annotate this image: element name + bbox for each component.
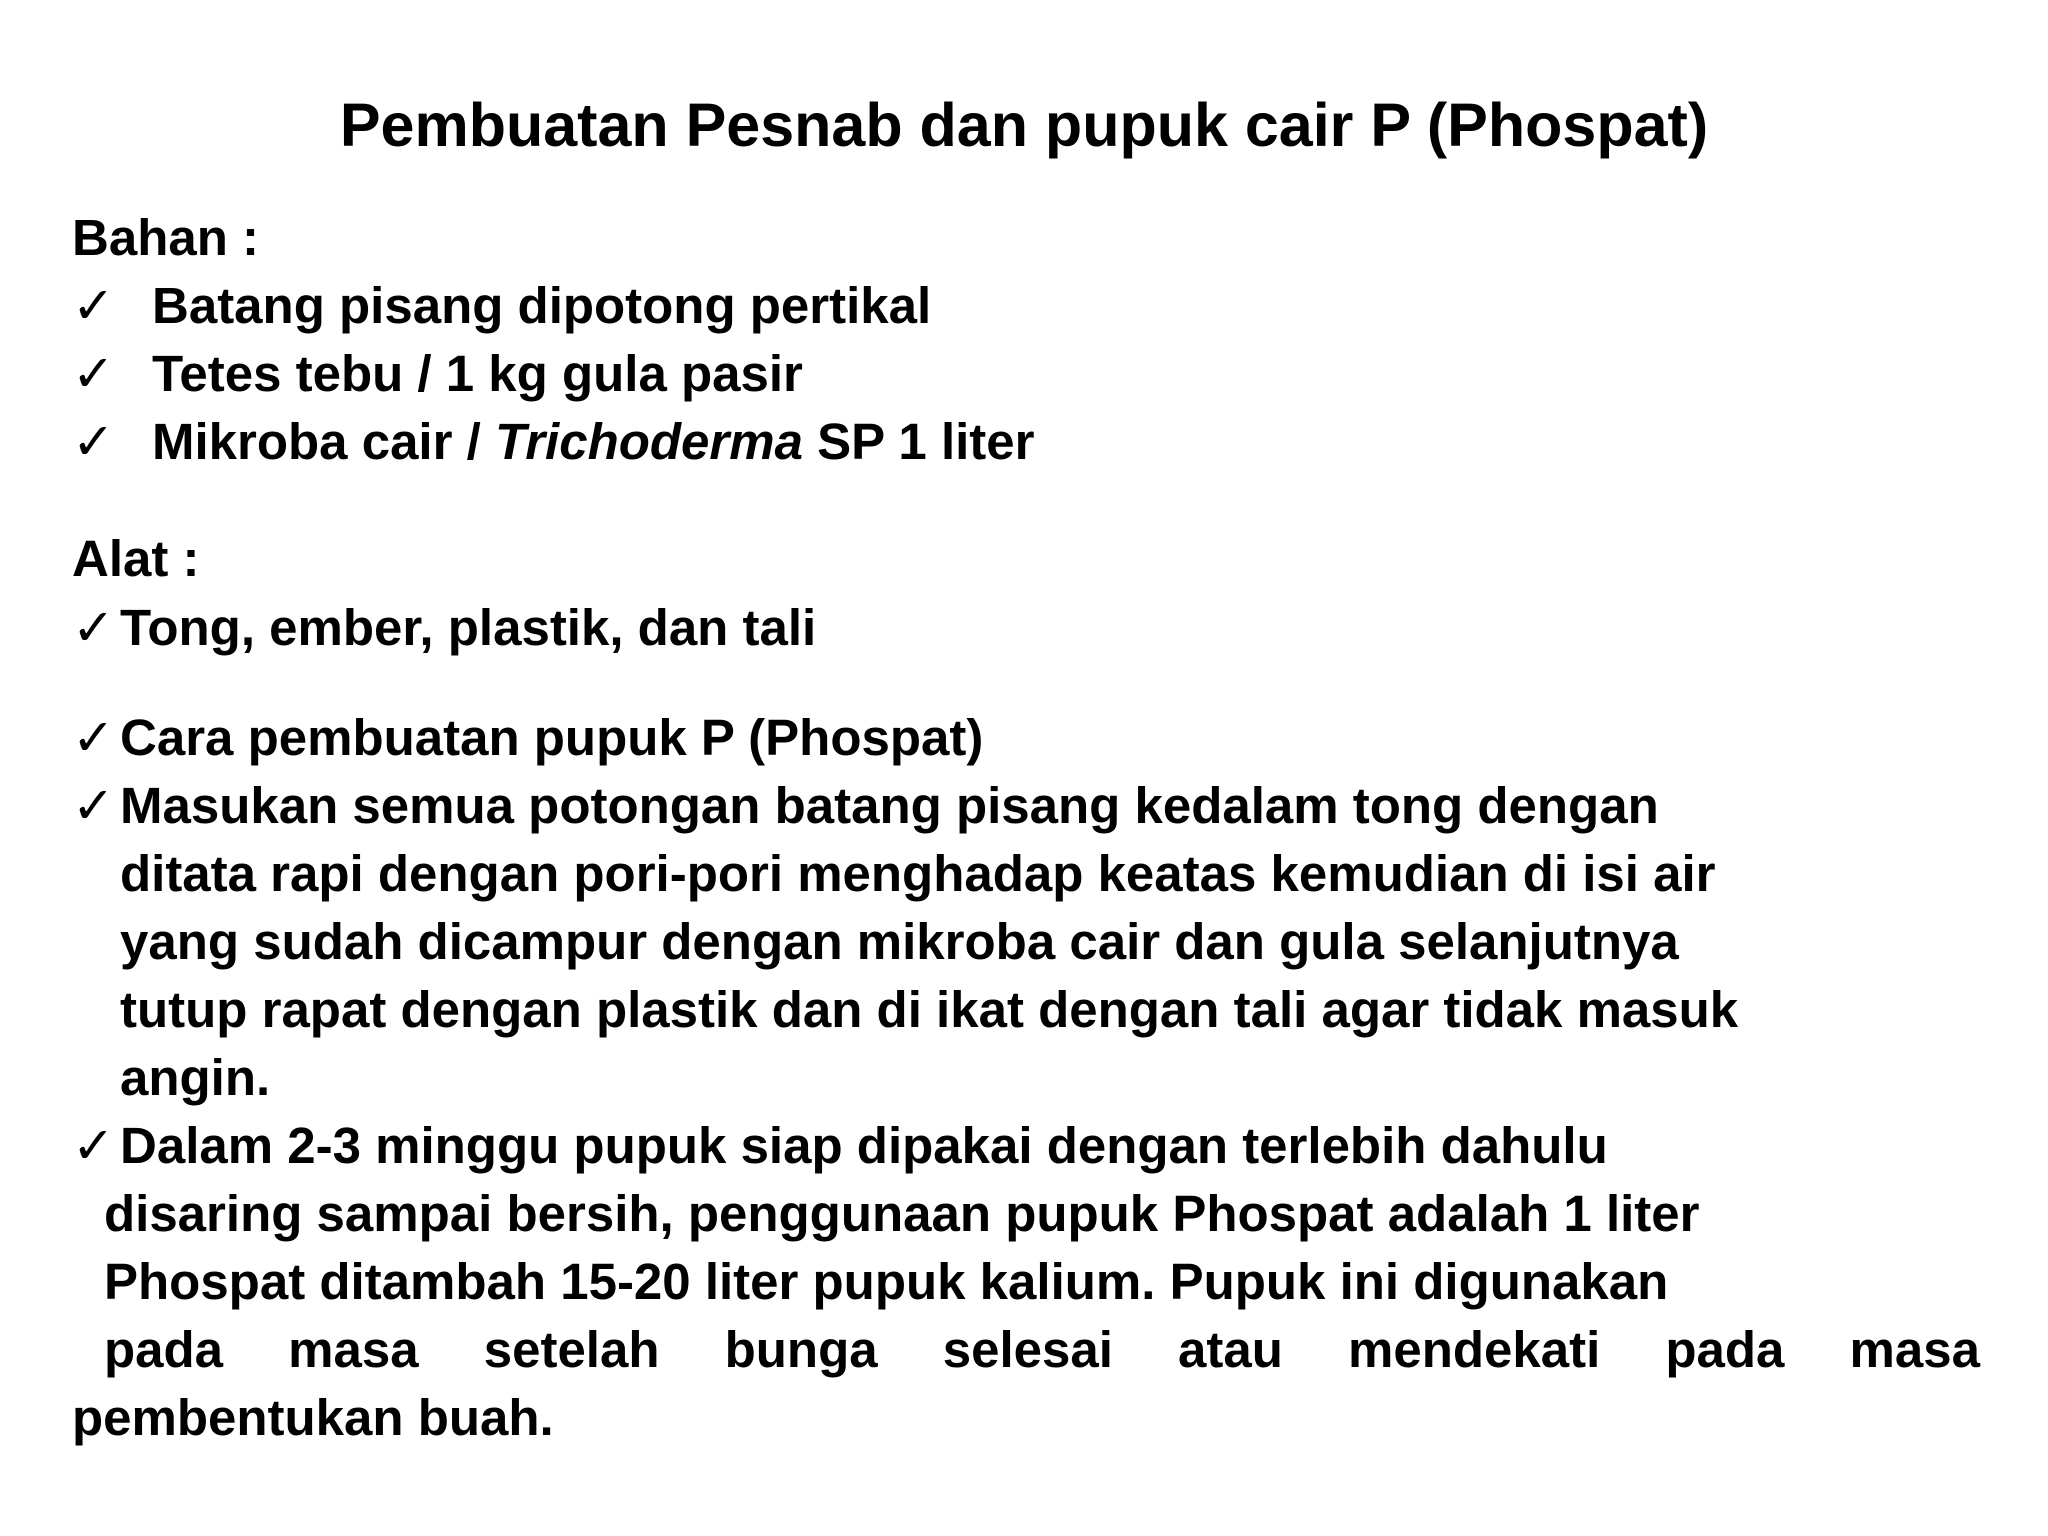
cara-step-2-line-4: pada masa setelah bunga selesai atau mendekati pada masa <box>104 1321 1980 1378</box>
cara-step-2-line-2: disaring sampai bersih, penggunaan pupuk Phospat adalah 1 liter <box>104 1185 1700 1242</box>
bahan-item-2-text: Tetes tebu / 1 kg gula pasir <box>152 345 803 402</box>
slide-title: Pembuatan Pesnab dan pupuk cair P (Phospat) <box>339 91 1709 159</box>
bahan-item-3-prefix: Mikroba cair / <box>152 413 495 470</box>
checkmark-icon: ✓ <box>72 1117 115 1174</box>
cara-step-1-line-2: ditata rapi dengan pori-pori menghadap keatas kemudian di isi air <box>120 845 1716 902</box>
bahan-item-1-text: Batang pisang dipotong pertikal <box>152 277 932 334</box>
bahan-item-2 <box>72 342 803 406</box>
checkmark-icon: ✓ <box>72 599 115 656</box>
alat-item-text: Tong, ember, plastik, dan tali <box>120 599 817 656</box>
alat-item <box>72 596 816 660</box>
bahan-item-1 <box>72 274 931 338</box>
bahan-item-3 <box>72 410 1035 474</box>
cara-heading-text: Cara pembuatan pupuk P (Phospat) <box>120 709 984 766</box>
cara-step-1-line-1 <box>72 774 1659 838</box>
cara-step-1-line-5: angin. <box>120 1049 271 1106</box>
alat-heading: Alat : <box>72 530 200 587</box>
cara-step-2-line-5: pembentukan buah. <box>72 1389 554 1446</box>
bahan-heading: Bahan : <box>72 209 260 266</box>
cara-step-2-text: Dalam 2-3 minggu pupuk siap dipakai dengan terlebih dahulu <box>120 1117 1608 1174</box>
cara-step-2-line-1 <box>72 1114 1608 1178</box>
bahan-item-3-italic: Trichoderma <box>494 413 803 470</box>
checkmark-icon: ✓ <box>72 709 115 766</box>
cara-heading <box>72 706 983 770</box>
checkmark-icon: ✓ <box>72 777 115 834</box>
cara-step-2-line-3: Phospat ditambah 15-20 liter pupuk kalium. Pupuk ini digunakan <box>104 1253 1669 1310</box>
cara-step-1-line-3: yang sudah dicampur dengan mikroba cair dan gula selanjutnya <box>120 913 1679 970</box>
cara-step-1-line-4: tutup rapat dengan plastik dan di ikat dengan tali agar tidak masuk <box>120 981 1739 1038</box>
bahan-item-3-suffix: SP 1 liter <box>802 413 1035 470</box>
cara-step-1-text: Masukan semua potongan batang pisang kedalam tong dengan <box>120 777 1659 834</box>
checkmark-icon: ✓ <box>72 345 115 402</box>
checkmark-icon: ✓ <box>72 277 115 334</box>
checkmark-icon: ✓ <box>72 413 115 470</box>
